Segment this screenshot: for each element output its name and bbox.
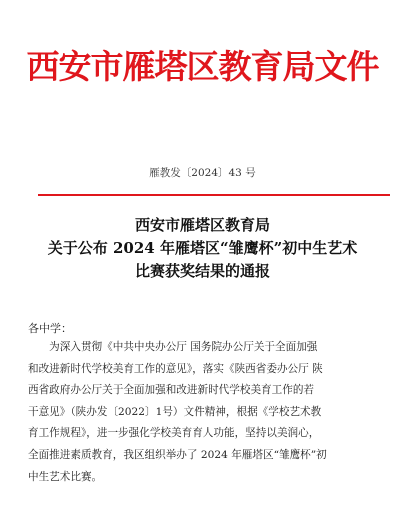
body-paragraph [28, 337, 378, 488]
title-line-3: 比赛获奖结果的通报 [134, 262, 270, 280]
document-title [0, 214, 405, 283]
title-line-1: 西安市雁塔区教育局 [134, 216, 270, 234]
body-line: 育工作规程》，进一步强化学校美育育人功能，坚持以美润心， [28, 427, 320, 440]
body-line: 干意见》（陕办发〔2022〕1号）文件精神，根据《学校艺术教 [28, 405, 322, 418]
body-line: 和改进新时代学校美育工作的意见》，落实《陕西省委办公厅 陕 [28, 362, 323, 375]
document-number: 雁教发〔2024〕43 号 [149, 167, 256, 179]
salutation: 各中学： [28, 322, 72, 335]
body-line: 为深入贯彻《中共中央办公厅 国务院办公厅关于全面加强 [28, 341, 318, 353]
title-line-2: 关于公布 2024 年雁塔区“雏鹰杯”初中生艺术 [47, 239, 358, 257]
body-line: 中生艺术比赛。 [28, 470, 103, 483]
red-divider-line [38, 194, 390, 196]
document-masthead: 西安市雁塔区教育局文件 [26, 47, 379, 86]
body-line: 全面推进素质教育，我区组织举办了 2024 年雁塔区“雏鹰杯”初 [28, 448, 327, 461]
body-line: 西省政府办公厅关于全面加强和改进新时代学校美育工作的若 [28, 384, 315, 397]
